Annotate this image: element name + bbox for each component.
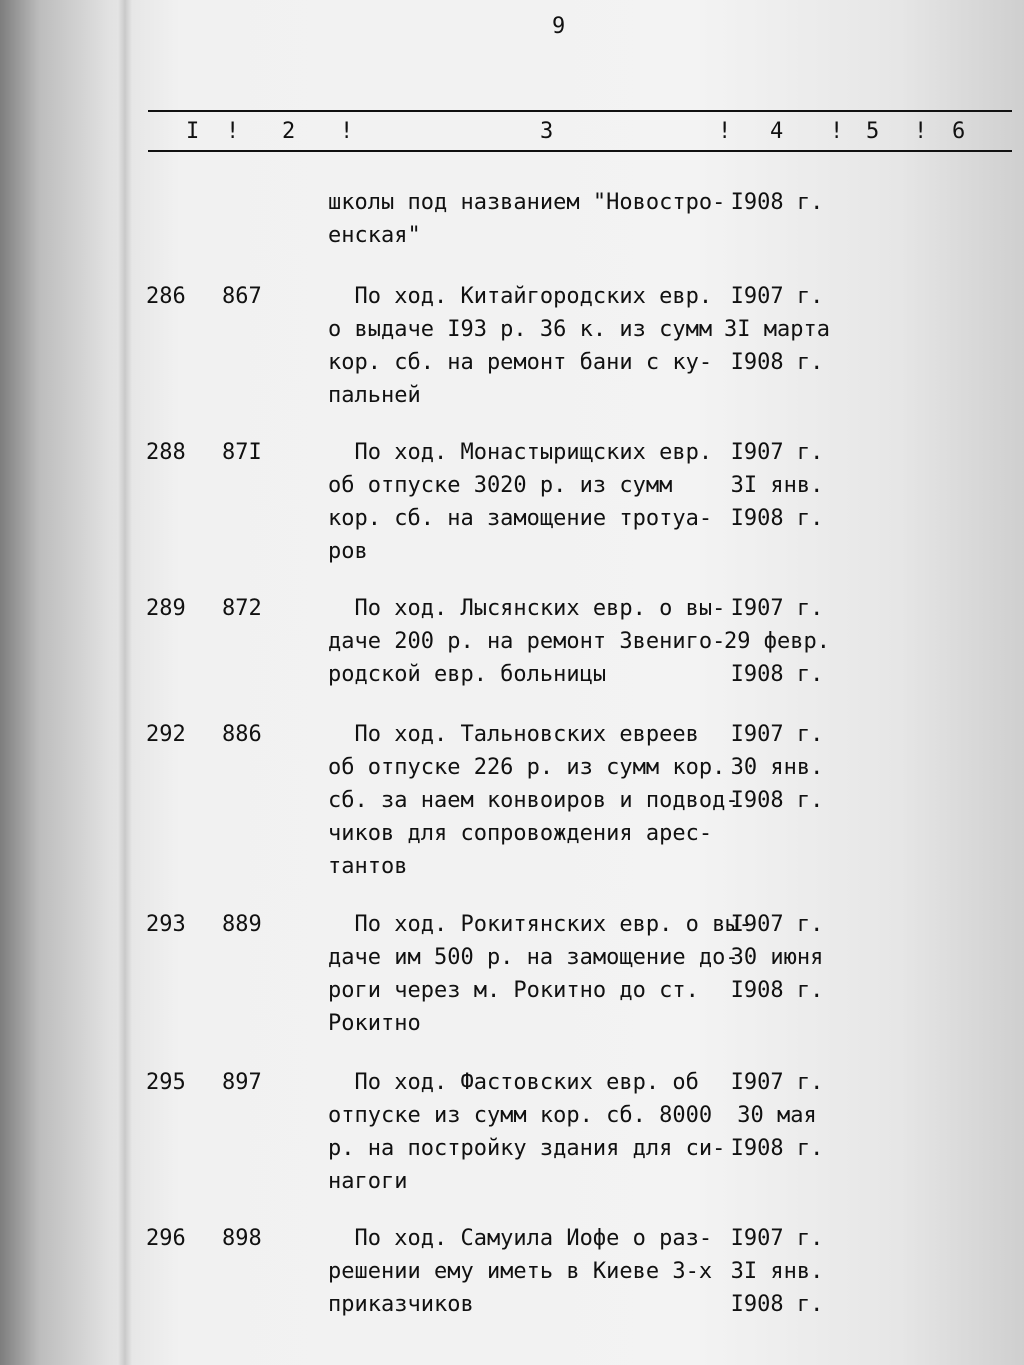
description-line: тантов [328,854,408,879]
description-line: отпуске из сумм кор. сб. 8000 [328,1103,713,1128]
page-number: 9 [552,14,566,39]
date-line: I907 г. [730,912,824,937]
description-line: приказчиков [328,1292,474,1317]
description-line: о выдаче I93 р. 36 к. из сумм [328,317,713,342]
description-line: об отпуске 226 р. из сумм кор. [328,755,726,780]
date-line: I908 г. [730,190,824,215]
page-fold-shadow [118,0,132,1365]
date-line: 30 янв. [730,755,824,780]
entry-dates [722,908,832,1007]
description-line: родской евр. больницы [328,662,607,687]
entry-description [328,186,728,252]
description-line: кор. сб. на замощение тротуа- [328,506,713,531]
description-line: кор. сб. на ремонт бани с ку- [328,350,713,375]
entry-dates [722,186,832,219]
entry-dates [722,592,832,691]
description-line: По ход. Самуила Иофе о раз- [328,1226,713,1251]
header-separator: ! [340,119,354,144]
date-line: 3I марта [724,317,830,342]
description-line: По ход. Монастырищских евр. [328,440,713,465]
description-line: По ход. Рокитянских евр. о вы- [328,912,752,937]
entry-dates [722,436,832,535]
description-line: решении ему иметь в Киеве 3-х [328,1259,713,1284]
description-line: енская" [328,223,421,248]
date-line: I907 г. [730,1070,824,1095]
description-line: школы под названием "Новостро- [328,190,726,215]
date-line: 3I янв. [730,473,824,498]
archive-number: 87I [222,440,262,465]
description-line: об отпуске 3020 р. из сумм [328,473,673,498]
description-line: р. на постройку здания для си- [328,1136,726,1161]
archive-number: 897 [222,1070,262,1095]
description-line: По ход. Тальновских евреев [328,722,699,747]
entry-description [328,1222,728,1321]
header-col-1: I [186,119,200,144]
date-line: I908 г. [730,662,824,687]
date-line: I907 г. [730,284,824,309]
entry-dates [722,1066,832,1165]
archive-number: 872 [222,596,262,621]
description-line: даче 200 р. на ремонт Звениго- [328,629,726,654]
entry-description [328,280,728,412]
entry-description [328,436,728,568]
archive-number: 898 [222,1226,262,1251]
date-line: I908 г. [730,978,824,1003]
header-col-2: 2 [282,119,296,144]
date-line: 30 мая [737,1103,817,1128]
description-line: сб. за наем конвоиров и подвод- [328,788,739,813]
entry-dates [722,280,832,379]
header-col-6: 6 [952,119,966,144]
description-line: даче им 500 р. на замощение до- [328,945,739,970]
date-line: I908 г. [730,506,824,531]
entry-number: 293 [146,912,186,937]
entry-number: 292 [146,722,186,747]
entry-number: 296 [146,1226,186,1251]
entry-description [328,718,739,883]
date-line: I908 г. [730,1136,824,1161]
entry-description [328,592,728,691]
entry-number: 288 [146,440,186,465]
date-line: 30 июня [730,945,824,970]
entry-number: 286 [146,284,186,309]
archive-number: 889 [222,912,262,937]
entry-number: 289 [146,596,186,621]
entry-description [328,1066,728,1198]
description-line: ров [328,539,368,564]
date-line: I907 г. [730,1226,824,1251]
date-line: 29 февр. [724,629,830,654]
date-line: 3I янв. [730,1259,824,1284]
date-line: I908 г. [730,788,824,813]
description-line: По ход. Фастовских евр. об [328,1070,699,1095]
entry-dates [722,1222,832,1321]
archive-number: 886 [222,722,262,747]
header-col-5: 5 [866,119,880,144]
entry-dates [722,718,832,817]
date-line: I907 г. [730,722,824,747]
table-header-top-rule [148,110,1012,112]
header-col-4: 4 [770,119,784,144]
description-line: пальней [328,383,421,408]
date-line: I907 г. [730,440,824,465]
entry-number: 295 [146,1070,186,1095]
description-line: Рокитно [328,1011,421,1036]
header-separator: ! [914,119,928,144]
entry-description [328,908,752,1040]
description-line: чиков для сопровождения арес- [328,821,713,846]
description-line: роги через м. Рокитно до ст. [328,978,699,1003]
header-separator: ! [830,119,844,144]
archive-number: 867 [222,284,262,309]
date-line: I908 г. [730,350,824,375]
description-line: По ход. Лысянских евр. о вы- [328,596,726,621]
description-line: нагоги [328,1169,408,1194]
description-line: По ход. Китайгородских евр. [328,284,713,309]
header-separator: ! [718,119,732,144]
date-line: I907 г. [730,596,824,621]
table-header-bottom-rule [148,150,1012,152]
header-col-3: 3 [540,119,554,144]
header-separator: ! [226,119,240,144]
date-line: I908 г. [730,1292,824,1317]
